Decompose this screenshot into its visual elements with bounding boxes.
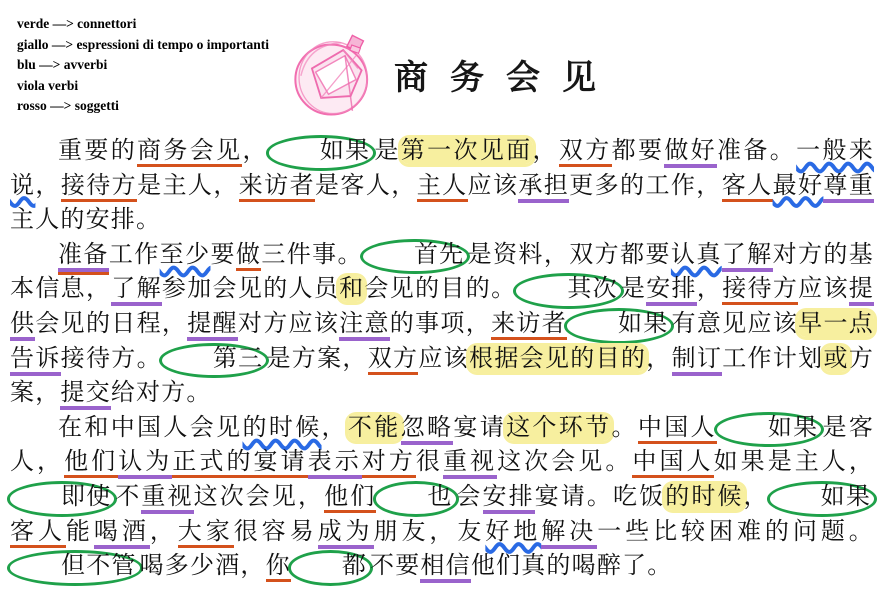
paragraph-3: [10, 411, 874, 584]
text-segment: 应该: [467, 172, 519, 199]
text-segment: 主人的安排。: [10, 207, 162, 234]
annotated-text-r: 商务会见: [137, 138, 242, 167]
text-segment: 如果是主人，: [713, 449, 875, 476]
annotated-text-g: 但不管: [7, 550, 143, 586]
text-segment: 喝多少酒，: [139, 553, 266, 580]
annotated-text-r: 做: [236, 242, 261, 271]
annotated-text-y: 和: [339, 276, 365, 303]
annotated-text-p: 了解: [111, 276, 162, 306]
text-segment: 都要: [611, 138, 665, 164]
paragraph-1: [10, 134, 874, 238]
text-segment: 工作计划: [722, 345, 824, 372]
annotated-text-g: 即使: [7, 481, 117, 517]
text-segment: 不要: [370, 553, 421, 580]
text-segment: 会见的目的。: [364, 276, 517, 303]
annotated-text-p: 了解: [722, 242, 773, 272]
color-legend: [17, 14, 269, 117]
text-segment: 给对方。: [110, 380, 212, 407]
legend-line-violet: viola verbi: [17, 77, 79, 93]
annotated-text-p: 解决: [541, 519, 597, 549]
annotated-text-b: 的时候: [242, 414, 322, 441]
legend-line-yellow: giallo —> espressioni di tempo o importanti: [17, 36, 269, 52]
annotated-text-y: 这个环节: [506, 414, 612, 441]
text-segment: ，: [35, 172, 61, 199]
text-segment: 会见的日程，: [35, 310, 188, 337]
annotated-text-y: 或: [823, 345, 849, 372]
annotated-text-r: 接待方: [61, 173, 137, 202]
text-segment: 在和中国人会见: [58, 414, 243, 441]
paragraph-2: [10, 238, 874, 411]
text-segment: 对方应该: [237, 310, 340, 337]
page-title: 商务会见: [394, 57, 618, 98]
annotated-text-g: 都: [288, 550, 373, 586]
annotated-text-r: 双方: [559, 138, 612, 167]
annotated-text-r: 他们: [324, 484, 376, 513]
text-segment: 是方案，: [266, 345, 368, 372]
annotated-text-p: 重视: [443, 449, 497, 479]
annotated-text-r: 双方: [368, 346, 419, 375]
document-text: [10, 134, 874, 584]
text-segment: ，: [696, 276, 723, 303]
text-segment: 是资料，双方都要: [467, 241, 671, 268]
annotated-text-p: 提醒: [187, 311, 238, 341]
annotated-text-r: 来访者: [239, 173, 315, 202]
annotated-text-p: 认为: [118, 449, 172, 479]
annotated-text-p-r: 准备: [58, 242, 109, 272]
annotated-text-p: 喝酒: [94, 519, 150, 549]
text-segment: 很: [415, 449, 443, 476]
legend-line-red: rosso —> soggetti: [17, 98, 119, 114]
text-segment: 这次会见。: [497, 449, 633, 476]
text-segment: 会: [455, 483, 483, 510]
annotated-text-p: 安排: [646, 276, 697, 306]
text-segment: 接待方。: [60, 345, 162, 372]
text-segment: 宴请。吃饭: [534, 483, 666, 510]
text-segment: 不: [114, 483, 142, 510]
text-segment: 是客人，: [10, 414, 875, 476]
text-segment: 是: [373, 138, 401, 164]
text-segment: 更多的工作，: [569, 172, 722, 199]
annotated-text-y: 的时候: [665, 483, 744, 510]
text-segment: 朋友，友: [373, 518, 486, 545]
annotated-text-r: 来访者: [491, 311, 567, 340]
text-segment: 宴请: [453, 414, 507, 441]
text-segment: 是客人，: [315, 172, 417, 199]
legend-line-green: verde —> connettori: [17, 16, 137, 31]
annotated-text-p: 忽略: [401, 415, 454, 445]
annotated-text-r: 接待方: [722, 276, 798, 305]
annotated-text-r: 他们: [64, 449, 118, 478]
text-segment: 有意见应该: [671, 310, 799, 337]
annotated-text-p: 表示: [308, 449, 362, 479]
annotated-text-b: 至少: [159, 241, 211, 268]
annotated-text-p: 承担: [518, 173, 569, 203]
text-segment: 三件事。: [261, 241, 363, 268]
text-segment: 。: [611, 414, 638, 441]
annotated-text-b: 认真: [670, 241, 722, 268]
text-segment: 重要的: [58, 138, 138, 164]
annotated-text-p: 制订: [672, 346, 723, 376]
annotated-text-p: 成为: [318, 519, 374, 549]
annotated-text-y: 不能: [347, 414, 401, 441]
text-segment: 方案，: [10, 345, 875, 407]
annotated-text-p: 做好: [664, 138, 717, 168]
text-segment: 这次会见，: [193, 483, 325, 510]
annotated-text-p: 提供: [10, 276, 874, 341]
annotated-text-r: 中国人: [638, 415, 717, 444]
annotated-text-r: 你: [266, 553, 291, 582]
text-segment: 他们真的喝醉了。: [470, 553, 673, 580]
text-segment: ，: [242, 138, 269, 164]
annotated-text-y: 早一点: [798, 310, 874, 337]
text-segment: ，: [321, 414, 348, 441]
annotated-text-p: 注意: [339, 311, 390, 341]
annotated-text-b: 好地: [485, 518, 542, 545]
annotated-text-p: 重视: [141, 484, 193, 514]
annotated-text-p: 相信: [420, 553, 470, 583]
annotated-text-y: 根据会见的目的: [469, 345, 647, 372]
text-segment: ，: [532, 138, 559, 164]
annotated-text-r: 主人: [417, 173, 468, 202]
annotated-text-p: 提交: [60, 380, 110, 410]
annotated-text-r: 客人: [10, 519, 66, 548]
annotated-text-r: 对方: [362, 449, 416, 478]
text-segment: 应该: [418, 345, 469, 372]
text-segment: 的事项，: [389, 310, 492, 337]
annotated-text-p: 尊重: [823, 173, 874, 203]
annotated-text-p: 告诉: [10, 346, 61, 376]
legend-line-blue: blu —> avverbi: [17, 57, 108, 73]
annotated-text-g: 如果: [564, 308, 674, 344]
annotated-text-g: 如果: [714, 412, 824, 448]
text-segment: 要: [210, 241, 236, 268]
annotated-text-r: 客人: [722, 173, 773, 202]
text-segment: ，: [149, 518, 178, 545]
text-segment: 参加会见的人员: [161, 276, 340, 303]
gift-box-icon: [288, 28, 380, 120]
text-segment: 一些比较困难的问题。: [597, 518, 875, 545]
annotated-text-g: 首先: [360, 239, 470, 275]
text-segment: ，: [743, 483, 770, 510]
annotated-text-y: 第一次见面: [400, 138, 533, 164]
annotated-text-b: 一般来说: [10, 138, 875, 199]
document-header: [288, 28, 618, 120]
text-segment: 应该: [798, 276, 849, 303]
text-segment: 是主人，: [137, 172, 239, 199]
text-segment: 能: [65, 518, 94, 545]
annotated-text-g: 如果: [266, 135, 376, 171]
annotated-text-p: 安排: [483, 484, 535, 514]
annotated-text-b: 最好: [772, 172, 824, 199]
text-segment: 很容易: [233, 518, 318, 545]
text-segment: ，: [646, 345, 672, 372]
annotated-text-g: 其次: [513, 273, 623, 309]
annotated-text-g: 如果: [767, 481, 877, 517]
annotated-text-g: 也: [373, 481, 458, 517]
annotated-text-g: 第三: [159, 343, 269, 379]
text-segment: 对方的基本信息，: [10, 241, 874, 303]
annotated-text-r: 中国人: [632, 449, 713, 478]
annotated-text-r: 正式的宴请: [172, 449, 307, 478]
text-segment: 工作: [108, 241, 160, 268]
text-segment: 是: [620, 276, 647, 303]
annotated-text-r: 大家: [178, 519, 234, 548]
text-segment: 准备。: [717, 138, 797, 164]
